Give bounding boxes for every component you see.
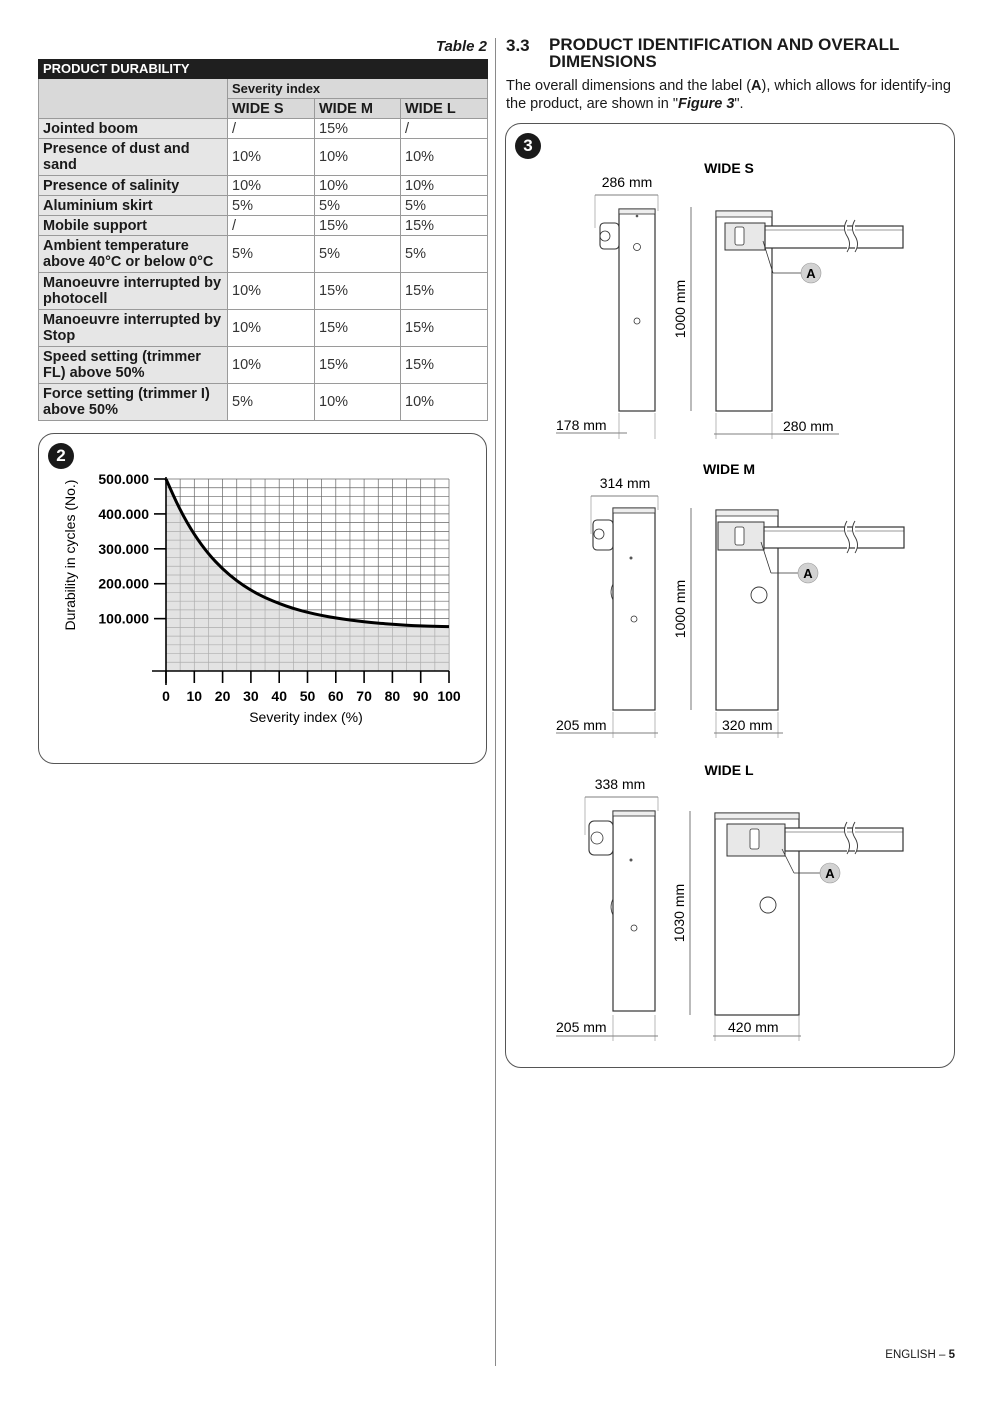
dim-base-right: 320 mm xyxy=(722,717,773,733)
cell-value: 10% xyxy=(401,384,488,421)
dim-base-left: 205 mm xyxy=(556,717,607,733)
y-axis-label: Durability in cycles (No.) xyxy=(62,479,78,631)
dim-top-width: 314 mm xyxy=(599,475,651,491)
cell-value: / xyxy=(228,216,315,236)
row-label: Manoeuvre interrupted by photocell xyxy=(39,273,228,310)
x-tick-labels xyxy=(162,688,461,704)
x-tick-label: 90 xyxy=(412,688,429,704)
y-tick-label: 100.000 xyxy=(98,610,149,627)
row-label: Presence of salinity xyxy=(39,176,228,196)
cell-value: 5% xyxy=(401,196,488,216)
cell-value: 15% xyxy=(401,216,488,236)
table-row xyxy=(39,176,488,196)
dim-top-width: 286 mm xyxy=(601,174,653,190)
cell-value: 10% xyxy=(401,176,488,196)
cell-value: 10% xyxy=(315,176,401,196)
table-row xyxy=(39,216,488,236)
row-label: Aluminium skirt xyxy=(39,196,228,216)
boom xyxy=(785,828,903,851)
cell-value: 15% xyxy=(315,310,401,347)
row-label: Manoeuvre interrupted by Stop xyxy=(39,310,228,347)
cell-value: / xyxy=(401,119,488,139)
body-text: ), which allows for identify-ing the product, are shown in " xyxy=(506,78,951,112)
dim-base-right: 420 mm xyxy=(728,1019,779,1035)
dim-height: 1030 mm xyxy=(671,883,687,943)
footer-separator: – xyxy=(935,1349,949,1361)
table-caption: Table 2 xyxy=(435,38,487,55)
figure-ref: Figure 3 xyxy=(678,96,735,112)
cell-value: 5% xyxy=(315,196,401,216)
wide-s-drawing xyxy=(556,160,903,439)
row-label: Mobile support xyxy=(39,216,228,236)
cell-value: 10% xyxy=(228,139,315,176)
cell-value: 5% xyxy=(228,384,315,421)
dim-height: 1000 mm xyxy=(672,579,688,639)
y-tick-label: 200.000 xyxy=(98,575,149,592)
x-tick-label: 0 xyxy=(162,688,170,704)
x-axis-label: Severity index (%) xyxy=(249,709,363,725)
wide-m-drawing xyxy=(556,461,904,738)
cell-value: 10% xyxy=(315,384,401,421)
cell-value: 15% xyxy=(401,273,488,310)
page-footer xyxy=(885,1349,955,1361)
dimensions-figure xyxy=(505,123,953,1066)
row-label: Speed setting (trimmer FL) above 50% xyxy=(39,347,228,384)
cell-value: 10% xyxy=(228,176,315,196)
label-marker: A xyxy=(806,266,816,281)
side-view-cabinet xyxy=(613,811,655,1011)
table-row xyxy=(39,310,488,347)
cell-value: 10% xyxy=(401,139,488,176)
y-tick-label: 300.000 xyxy=(98,540,149,557)
y-tick-labels xyxy=(98,471,149,627)
cell-value: 15% xyxy=(401,310,488,347)
x-tick-label: 80 xyxy=(384,688,401,704)
y-tick-label: 400.000 xyxy=(98,505,149,522)
label-marker: A xyxy=(803,566,813,581)
table-corner xyxy=(39,79,228,119)
cell-value: 15% xyxy=(315,347,401,384)
figure-2-badge: 2 xyxy=(48,443,74,469)
model-name: WIDE L xyxy=(704,762,754,778)
section-body xyxy=(506,77,956,113)
cell-value: 10% xyxy=(315,139,401,176)
y-tick-label: 500.000 xyxy=(98,471,149,487)
durability-table xyxy=(38,59,488,421)
identification-label xyxy=(735,527,744,545)
side-view-cabinet xyxy=(619,209,655,411)
model-name: WIDE M xyxy=(702,461,756,477)
table-title: PRODUCT DURABILITY xyxy=(39,60,488,79)
dim-top-width: 338 mm xyxy=(594,776,646,792)
boom xyxy=(764,527,904,548)
dim-base-left: 205 mm xyxy=(556,1019,607,1035)
cell-value: 15% xyxy=(315,216,401,236)
body-text: The overall dimensions and the label ( xyxy=(506,78,752,94)
footer-language: ENGLISH xyxy=(885,1349,936,1361)
table-row xyxy=(39,139,488,176)
x-tick-label: 100 xyxy=(437,688,461,704)
model-header: WIDE S xyxy=(228,99,315,119)
table-row xyxy=(39,384,488,421)
identification-label xyxy=(735,227,744,245)
x-tick-label: 30 xyxy=(243,688,259,704)
cell-value: 10% xyxy=(228,273,315,310)
cell-value: 15% xyxy=(315,273,401,310)
x-tick-label: 70 xyxy=(356,688,372,704)
dim-base-left: 178 mm xyxy=(556,417,607,433)
row-label: Ambient temperature above 40°C or below 0°C xyxy=(39,236,228,273)
table-row xyxy=(39,236,488,273)
label-ref: A xyxy=(751,78,762,94)
cell-value: 5% xyxy=(315,236,401,273)
boom xyxy=(765,226,903,248)
figure-3-badge: 3 xyxy=(515,133,541,159)
wide-l-drawing xyxy=(556,762,903,1041)
x-tick-label: 10 xyxy=(186,688,203,704)
severity-header: Severity index xyxy=(228,79,488,99)
model-name: WIDE S xyxy=(704,160,754,176)
model-header: WIDE M xyxy=(315,99,401,119)
cell-value: 10% xyxy=(228,310,315,347)
side-view-cabinet xyxy=(613,508,655,710)
cell-value: 15% xyxy=(401,347,488,384)
cell-value: 5% xyxy=(401,236,488,273)
dim-base-right: 280 mm xyxy=(783,418,834,434)
body-text: ". xyxy=(734,96,744,112)
row-label: Jointed boom xyxy=(39,119,228,139)
x-tick-label: 50 xyxy=(299,688,316,704)
row-label: Presence of dust and sand xyxy=(39,139,228,176)
table-row xyxy=(39,196,488,216)
cell-value: 5% xyxy=(228,196,315,216)
section-number: 3.3 xyxy=(506,36,530,55)
table-row xyxy=(39,119,488,139)
cell-value: 10% xyxy=(228,347,315,384)
durability-chart xyxy=(38,433,485,762)
section-title: PRODUCT IDENTIFICATION AND OVERALL DIMENSIONS xyxy=(549,35,900,71)
cell-value: 5% xyxy=(228,236,315,273)
label-marker: A xyxy=(825,866,835,881)
table-row xyxy=(39,273,488,310)
x-tick-label: 60 xyxy=(328,688,344,704)
cell-value: / xyxy=(228,119,315,139)
column-divider xyxy=(495,38,496,1366)
table-row xyxy=(39,347,488,384)
model-header: WIDE L xyxy=(401,99,488,119)
page-number: 5 xyxy=(948,1349,955,1361)
cell-value: 15% xyxy=(315,119,401,139)
dim-height: 1000 mm xyxy=(672,279,688,339)
x-tick-label: 20 xyxy=(214,688,231,704)
x-tick-label: 40 xyxy=(271,688,287,704)
identification-label xyxy=(750,829,759,849)
row-label: Force setting (trimmer I) above 50% xyxy=(39,384,228,421)
